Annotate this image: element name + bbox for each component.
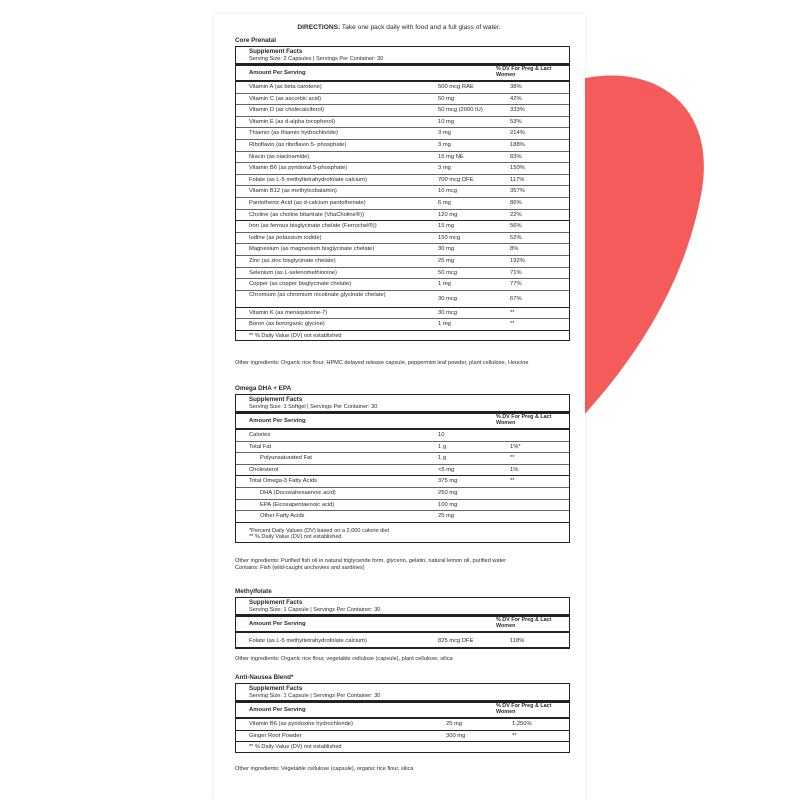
core-row-dv: 192% [510, 257, 525, 264]
core-row-amount: 10 mcg [438, 188, 458, 195]
omega-row [236, 465, 569, 477]
core-row-name: Chromium (as chromium nicotinate glycinate chelate) [249, 291, 386, 298]
core-row-amount: 30 mcg [438, 295, 458, 302]
core-row-amount: 50 mg [438, 95, 455, 102]
omega-row-dv: ** [510, 478, 515, 485]
core-row-name: Iodine (as potassium iodide) [249, 234, 322, 241]
directions-text: Take one pack daily with food and a full glass of water. [341, 24, 501, 31]
omega-row-dv: ** [510, 455, 515, 462]
omega-row-name: Total Omega-3 Fatty Acids [249, 478, 317, 485]
core-row-name: Vitamin K (as menaquinone-7) [249, 309, 328, 316]
omega-row-amount: 375 mg [438, 478, 458, 485]
core-row-name: Copper (as copper bisglycinate chelate) [249, 281, 352, 288]
nausea-row-name: Ginger Root Powder [249, 732, 302, 739]
supplement-label-sheet [213, 14, 585, 800]
core-row [236, 186, 569, 198]
omega-row-amount: 250 mg [438, 489, 458, 496]
core-row-amount: 15 mg [438, 223, 455, 230]
core-row-amount: 25 mg [438, 257, 455, 264]
omega-row [236, 453, 569, 465]
core-row-amount: 1 mg [438, 321, 451, 328]
core-row-amount: 30 mg [438, 246, 455, 253]
core-row [236, 198, 569, 210]
methyl-section-title: Methylfolate [235, 588, 272, 595]
core-row-name: Iron (as ferrous bisglycinate chelate (Ferrochel®)) [249, 223, 377, 230]
methyl-row-dv: 118% [510, 638, 525, 644]
omega-row [236, 430, 569, 442]
nausea-dv-header: % DV For Preg & Lact Women [496, 703, 552, 715]
methyl-table-header [236, 617, 569, 633]
omega-row-amount: 10 [438, 432, 445, 438]
nausea-other-ingredients: Other ingredients: Vegetable cellulose (capsule), organic rice flour, silica [235, 766, 414, 772]
omega-row-name: Polyunsaturated Fat [260, 455, 312, 462]
omega-row-name: EPA (Eicosapentaenoic acid) [260, 501, 335, 508]
methyl-row [236, 636, 569, 648]
core-row-name: Riboflavin (as riboflavin 5- phosphate) [249, 141, 347, 148]
core-row [236, 279, 569, 291]
core-row-dv: ** [510, 309, 515, 316]
omega-contains: Contains: Fish (wild-caught anchovies and sardines) [235, 564, 365, 571]
core-row-dv: 357% [510, 188, 525, 195]
core-other-ingredients: Other ingredients: Organic rice flour, HPMC delayed release capsule, peppermint leaf powder, plant cellulose, l-leucine [235, 360, 529, 366]
nausea-serving-size: Serving Size: 1 Capsule | Servings Per Container: 30 [236, 693, 569, 703]
omega-row-name: Total Fat [249, 443, 272, 450]
nausea-row-dv: 1,250% [512, 721, 532, 727]
omega-footnotes [236, 523, 569, 542]
omega-row-amount: 1 g [438, 455, 447, 462]
core-row-name: Magnesium (as magnesium bisglycinate chelate) [249, 246, 375, 253]
methyl-other-ingredients: Other ingredients: Organic rice flour, vegetable cellulose (capsule), plant cellulose, silica [235, 656, 453, 662]
core-row-dv: 56% [510, 223, 522, 230]
core-row-dv: 214% [510, 130, 525, 137]
nausea-facts-panel [235, 683, 570, 753]
nausea-row-dv: ** [512, 732, 517, 739]
core-row-dv: 8% [510, 246, 519, 253]
core-row-name: Zinc (as zinc bisglycinate chelate) [249, 257, 336, 264]
core-row-name: Vitamin C (as ascorbic acid) [249, 95, 322, 102]
omega-footnote-2: ** % Daily Value (DV) not established [249, 534, 342, 541]
omega-footnote-1: *Percent Daily Values (DV) based on a 2,000 calorie diet [249, 527, 390, 534]
nausea-row-amount: 300 mg [446, 732, 466, 739]
nausea-row [236, 719, 569, 731]
core-row-amount: 10 mg [438, 118, 455, 125]
core-row [236, 105, 569, 117]
omega-facts-title: Supplement Facts [249, 396, 303, 403]
core-row [236, 175, 569, 187]
omega-row-name: Calories [249, 432, 271, 438]
core-section-title: Core Prenatal [235, 37, 276, 44]
omega-row-amount: 100 mg [438, 501, 458, 508]
core-row-dv: 86% [510, 199, 522, 206]
core-row-dv: 117% [510, 176, 525, 183]
core-row-name: Pantothenic Acid (as d-calcium pantothenate) [249, 199, 366, 206]
omega-amount-header: Amount Per Serving [249, 418, 306, 424]
omega-row-amount: 1 g [438, 443, 447, 450]
core-row-dv: 150% [510, 165, 525, 172]
core-row-name: Vitamin B12 (as methylcobalamin) [249, 188, 337, 195]
nausea-footnote: ** % Daily Value (DV) not established [249, 744, 342, 751]
core-row-dv: 52% [510, 234, 522, 241]
omega-row [236, 500, 569, 512]
omega-table-header [236, 414, 569, 430]
methyl-facts-panel [235, 597, 570, 649]
omega-row [236, 488, 569, 500]
core-dv-header: % DV For Preg & Lact Women [496, 66, 552, 78]
core-row-name: Vitamin B6 (as pyridoxal 5-phosphate) [249, 165, 348, 172]
core-row [236, 244, 569, 256]
nausea-row [236, 731, 569, 743]
methyl-row-amount: 825 mcg DFE [438, 638, 474, 644]
core-facts-title: Supplement Facts [249, 48, 303, 55]
core-row-name: Vitamin D (as cholecalciferol) [249, 107, 324, 114]
core-row [236, 152, 569, 164]
core-row [236, 94, 569, 106]
core-row [236, 319, 569, 331]
core-row [236, 233, 569, 245]
core-row [236, 308, 569, 320]
omega-row-amount: 25 mg [438, 513, 455, 520]
core-row-name: Choline (as choline bitartrate (VitaCholine®)) [249, 211, 365, 218]
core-footnote: ** % Daily Value (DV) not established [249, 332, 342, 339]
core-row [236, 117, 569, 129]
core-row-dv: 67% [510, 295, 522, 302]
omega-rows [236, 430, 569, 523]
core-row [236, 221, 569, 233]
core-row [236, 256, 569, 268]
core-table-header [236, 66, 569, 82]
omega-row-name: Other Fatty Acids [260, 513, 305, 520]
core-row-name: Selenium (as L-selenomethionine) [249, 269, 337, 276]
core-row [236, 140, 569, 152]
methyl-serving-size: Serving Size: 1 Capsule | Servings Per Container: 30 [236, 607, 569, 617]
core-row [236, 128, 569, 140]
core-row-amount: 500 mcg RAE [438, 84, 474, 90]
omega-row [236, 476, 569, 488]
core-row-name: Boron (as bororganic glycine) [249, 321, 325, 328]
omega-row-dv: 1% [510, 466, 519, 473]
core-row-dv: 83% [510, 153, 522, 160]
core-row-name: Vitamin A (as beta carotene) [249, 84, 322, 90]
core-row-amount: 3 mg [438, 141, 451, 148]
core-row-amount: 50 mcg [438, 269, 458, 276]
core-row-amount: 120 mg [438, 211, 458, 218]
nausea-amount-header: Amount Per Serving [249, 707, 306, 713]
core-row-amount: 1 mg [438, 281, 451, 288]
core-row [236, 163, 569, 175]
core-row-dv: 22% [510, 211, 522, 218]
core-row [236, 268, 569, 280]
core-row-amount: 700 mcg DFE [438, 176, 474, 183]
core-row-amount: 15 mg NE [438, 153, 464, 160]
directions-label: DIRECTIONS: [297, 24, 341, 31]
core-row-dv: 333% [510, 107, 525, 114]
nausea-rows [236, 719, 569, 742]
omega-row-dv: 1%* [510, 443, 521, 450]
core-row-dv: 71% [510, 269, 522, 276]
directions [213, 24, 585, 31]
core-row-dv: 77% [510, 281, 522, 288]
core-row-amount: 3 mg [438, 130, 451, 137]
core-row-name: Thiamin (as thiamin hydrochloride) [249, 130, 338, 137]
core-facts-panel [235, 46, 570, 341]
nausea-row-amount: 25 mg [446, 721, 463, 727]
core-row-dv: 42% [510, 95, 522, 102]
core-row [236, 210, 569, 222]
core-rows [236, 82, 569, 331]
omega-other-ingredients [235, 558, 575, 571]
omega-facts-panel [235, 394, 570, 543]
core-row-amount: 150 mcg [438, 234, 461, 241]
core-row-amount: 3 mg [438, 165, 451, 172]
omega-row [236, 442, 569, 454]
omega-section-title: Omega DHA + EPA [235, 385, 292, 392]
omega-row [236, 511, 569, 523]
omega-other-text: Other ingredients: Purified fish oil in natural triglyceride form, glycerin, gelatin, natural lemon oil, purified water [235, 558, 507, 564]
core-row-amount: 6 mg [438, 199, 451, 206]
omega-dv-header: % DV For Preg & Lact Women [496, 414, 552, 426]
core-row-amount: 30 mcg [438, 309, 458, 316]
omega-row-name: DHA (Docosahexaenoic acid) [260, 489, 336, 496]
nausea-section-title: Anti-Nausea Blend* [235, 674, 294, 681]
methyl-facts-title: Supplement Facts [249, 599, 303, 606]
core-row [236, 82, 569, 94]
methyl-row-name: Folate (as L-5 methyltetrahydrofolate calcium) [249, 638, 367, 644]
omega-serving-size: Serving Size: 1 Softgel | Servings Per Container: 30 [236, 404, 569, 414]
core-amount-header: Amount Per Serving [249, 70, 306, 76]
core-row-dv: 38% [510, 84, 522, 90]
core-row [236, 291, 569, 308]
methyl-rows [236, 633, 569, 648]
omega-row-name: Cholesterol [249, 466, 279, 473]
nausea-facts-title: Supplement Facts [249, 685, 303, 692]
core-row-name: Niacin (as niacinamide) [249, 153, 310, 160]
nausea-row-name: Vitamin B6 (as pyridoxine hydrochloride) [249, 721, 353, 727]
methyl-amount-header: Amount Per Serving [249, 621, 306, 627]
methyl-dv-header: % DV For Preg & Lact Women [496, 617, 552, 629]
nausea-table-header [236, 703, 569, 719]
omega-row-amount: <5 mg [438, 466, 455, 473]
core-row-name: Folate (as L-5 methyltetrahydrofolate calcium) [249, 176, 367, 183]
core-row-dv: 188% [510, 141, 525, 148]
core-row-amount: 50 mcg (2000 IU) [438, 107, 483, 114]
core-serving-size: Serving Size: 2 Capsules | Servings Per Container: 30 [236, 56, 569, 66]
core-row-dv: ** [510, 321, 515, 328]
core-row-name: Vitamin E (as d-alpha tocopherol) [249, 118, 335, 125]
core-row-dv: 53% [510, 118, 522, 125]
